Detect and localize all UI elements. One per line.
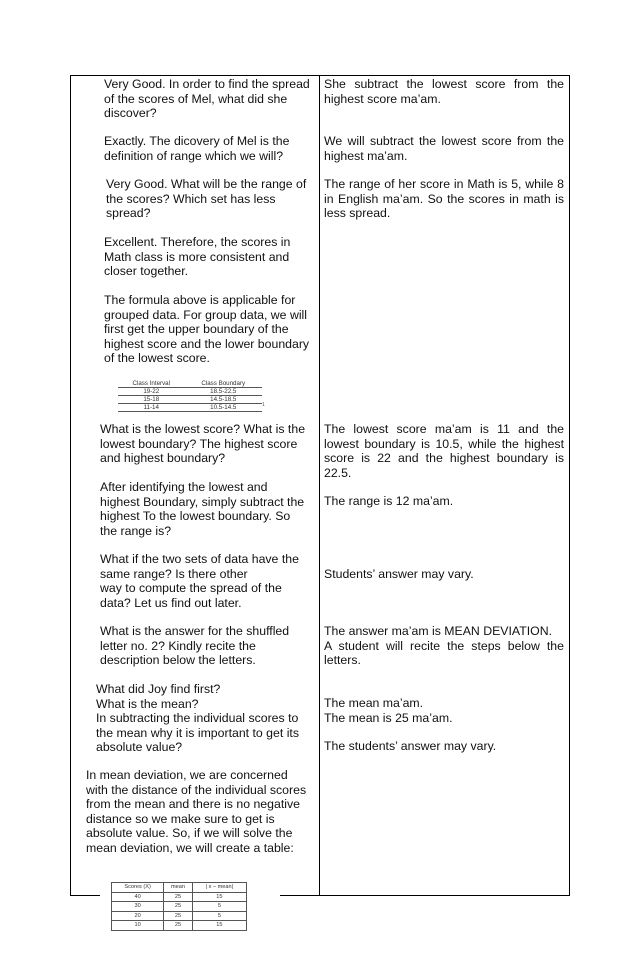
bottom-rule-right (280, 895, 569, 896)
teacher-text-9: What is the answer for the shuffled letter no. 2? Kindly recite the description below the letters. (100, 624, 290, 668)
table-cell: 18.5-22.5 (184, 388, 262, 396)
teacher-text-2: Exactly. The dicovery of Mel is the definition of range which we will? (104, 134, 290, 163)
table-row (118, 388, 262, 396)
table-cell: 15 (192, 921, 246, 931)
student-text-6: The lowest score ma’am is 11 and the lowest boundary is 10.5, while the highest score is 22 and the highest boundary is 22.5. (324, 422, 564, 480)
table-cell: 20 (112, 911, 164, 921)
table-cell: 5 (192, 902, 246, 912)
teacher-text-6: What is the lowest score? What is the lowest boundary? The highest score and highest boundary? (100, 422, 306, 466)
column-divider (319, 75, 320, 895)
student-text-1: She subtract the lowest score from the highest score ma’am. (324, 77, 564, 106)
table-header: Class Boundary (184, 380, 262, 388)
table-cell: 15-18 (118, 396, 184, 404)
student-text-3: The range of her score in Math is 5, while 8 in English ma’am. So the scores in math is less spread. (324, 177, 564, 221)
teacher-text-8: What if the two sets of data have the same range? Is there other way to compute the spread of the data? Let us find out later. (100, 552, 299, 610)
teacher-text-4: Excellent. Therefore, the scores in Math class is more consistent and closer together. (104, 235, 291, 279)
table-cell: 40 (112, 892, 164, 902)
table-row (112, 921, 247, 931)
table-cell: 10 (112, 921, 164, 931)
table-row (112, 892, 247, 902)
table-cell: 11-14 (118, 404, 184, 412)
table-header: mean (164, 883, 193, 893)
student-text-7: The range is 12 ma’am. (324, 494, 454, 508)
teacher-text-3: Very Good. What will be the range of the scores? Which set has less spread? (106, 177, 307, 221)
table-cell: 25 (164, 911, 193, 921)
table-row (118, 396, 262, 404)
student-text-9: The answer ma’am is MEAN DEVIATION. A student will recite the steps below the letters. (324, 624, 564, 668)
table-row (112, 911, 247, 921)
table-cell: 25 (164, 902, 193, 912)
table-cell: 30 (112, 902, 164, 912)
table-cell: 10.5-14.5 (184, 404, 262, 412)
teacher-text-11: In mean deviation, we are concerned with the distance of the individual scores from the mean and there is no negative distance so we make sure to get is absolute value. So, if we will solve the mean deviation, we will create a table: (86, 768, 307, 855)
table-header-row (112, 883, 247, 893)
bottom-rule-left (70, 895, 100, 896)
table-cell: 15 (192, 892, 246, 902)
student-text-10b: The students’ answer may vary. (324, 739, 497, 753)
scores-table (111, 882, 247, 931)
table-cell: 25 (164, 892, 193, 902)
teacher-text-10: What did Joy find first? What is the mean? In subtracting the individual scores to the mean why it is important to get its absolute value? (96, 682, 299, 755)
teacher-text-5: The formula above is applicable for grouped data. For group data, we will first get the upper boundary of the highest score and the lower boundary of the lowest score. (104, 293, 310, 366)
student-text-8: Students’ answer may vary. (324, 567, 474, 581)
student-text-2: We will subtract the lowest score from the highest ma’am. (324, 134, 564, 163)
table-header: Class Interval (118, 380, 184, 388)
table-cell: 25 (164, 921, 193, 931)
table-cell: 19-22 (118, 388, 184, 396)
table-header: | x – mean| (192, 883, 246, 893)
table-cell: 5 (192, 911, 246, 921)
teacher-text-7: After identifying the lowest and highest Boundary, simply subtract the highest To the lowest boundary. So the range is? (100, 480, 305, 538)
table-header-row (118, 380, 262, 388)
table-row (112, 902, 247, 912)
table-cell: 14.5-18.5 (184, 396, 262, 404)
class-interval-table (118, 380, 262, 412)
table-row (118, 404, 262, 412)
table-header: Scores (X) (112, 883, 164, 893)
teacher-text-1: Very Good. In order to find the spread of the scores of Mel, what did she discover? (104, 77, 310, 121)
table-mark: 1 (262, 402, 265, 408)
student-text-10a: The mean ma’am. The mean is 25 ma’am. (324, 696, 453, 725)
